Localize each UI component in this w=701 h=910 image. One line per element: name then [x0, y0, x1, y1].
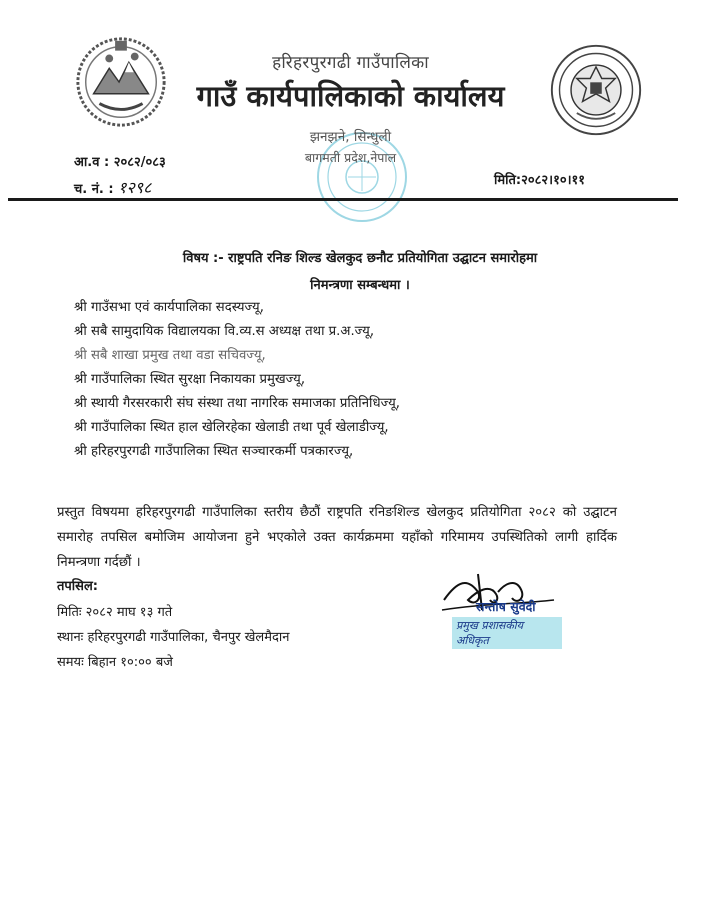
- subject-line-1: विषय :- राष्ट्रपति रनिङ शिल्ड खेलकुद छनौट प्रतियोगिता उद्घाटन समारोहमा: [182, 251, 538, 266]
- subject: [100, 245, 620, 299]
- details-heading: तपसिल:: [57, 579, 98, 594]
- letter-date: मिति:२०८२।१०।११: [494, 173, 586, 188]
- recipient-item: श्री गाउँपालिका स्थित सुरक्षा निकायका प्रमुखज्यू,: [74, 372, 306, 387]
- address-line-1: झनझने, सिन्धुली: [309, 129, 392, 145]
- municipality-name: हरिहरपुरगढी गाउँपालिका: [272, 53, 429, 73]
- reference-number: [74, 176, 151, 198]
- recipient-item: श्री गाउँसभा एवं कार्यपालिका सदस्यज्यू,: [74, 300, 264, 315]
- signatory-title: प्रमुख प्रशासकीय अधिकृत: [452, 617, 562, 649]
- recipient-item: श्री हरिहरपुरगढी गाउँपालिका स्थित सञ्चारकर्मी पत्रकारज्यू,: [74, 444, 354, 459]
- address-line-2: बागमती प्रदेश,नेपाल: [304, 150, 397, 165]
- subject-line-2: निमन्त्रणा सम्बन्धमा ।: [310, 278, 410, 293]
- signatory-name: सन्तोष सुवेदी: [476, 599, 536, 614]
- recipient-item: श्री सबै शाखा प्रमुख तथा वडा सचिवज्यू,: [74, 348, 266, 363]
- recipient-item: श्री गाउँपालिका स्थित हाल खेलिरहेका खेलाडी तथा पूर्व खेलाडीज्यू,: [74, 420, 389, 435]
- reference-label: च. नं. :: [74, 182, 114, 197]
- recipient-list: [74, 296, 400, 464]
- fiscal-year: आ.व : २०८२/०८३: [74, 155, 166, 170]
- signatory-block: [452, 598, 562, 649]
- invitation-body: प्रस्तुत विषयमा हरिहरपुरगढी गाउँपालिका स्तरीय छैठौं राष्ट्रपति रनिङशिल्ड खेलकुद प्रतियोगिता २०८२ को उद्घाटन समारोह तपसिल बमोजिम आयोजना हुने भएकोले उक्त कार्यक्रममा यहाँको गरिमामय उपस्थितिको लागी हार्दिक निमन्त्रणा गर्दछौं ।: [57, 505, 617, 570]
- event-date: मितिः २०८२ माघ १३ गते: [57, 605, 173, 620]
- event-venue: स्थानः हरिहरपुरगढी गाउँपालिका, चैनपुर खेलमैदान: [57, 630, 290, 645]
- event-time: समयः बिहान १०:०० बजे: [57, 655, 173, 670]
- recipient-item: श्री स्थायी गैरसरकारी संघ संस्था तथा नागरिक समाजका प्रतिनिधिज्यू,: [74, 396, 400, 411]
- office-title: गाउँ कार्यपालिकाको कार्यालय: [196, 79, 505, 113]
- reference-value: १२९८: [118, 178, 152, 197]
- header-divider: [8, 198, 678, 201]
- recipient-item: श्री सबै सामुदायिक विद्यालयका वि.व्य.स अध्यक्ष तथा प्र.अ.ज्यू,: [74, 324, 375, 339]
